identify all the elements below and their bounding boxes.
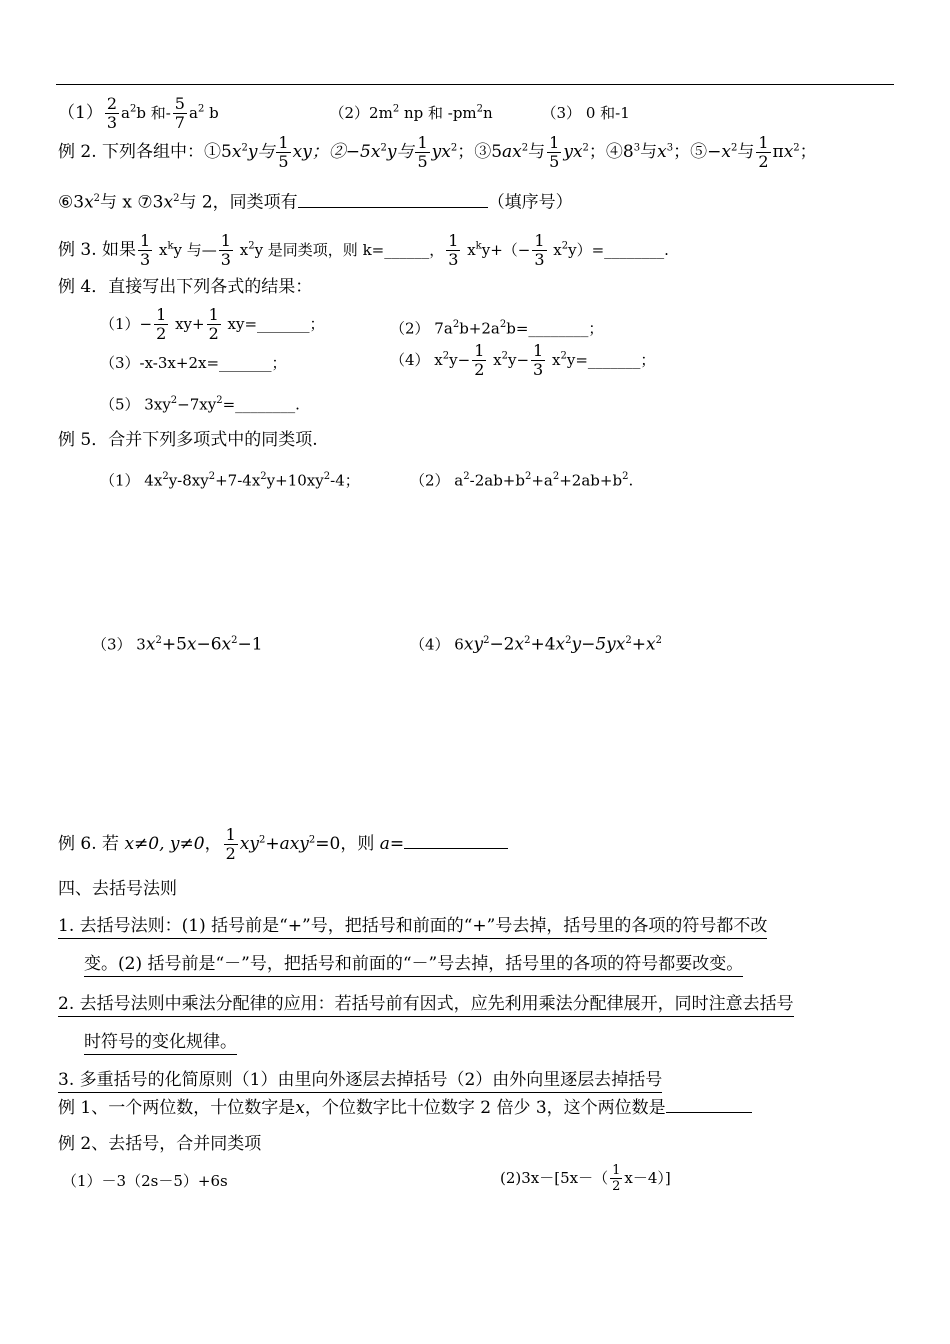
- answer-blank[interactable]: [404, 832, 508, 849]
- top-rule: [56, 84, 894, 85]
- example2-line2: $⑥3x^2$与 x $⑦3x^2$与 2，同类项有 （填序号）: [58, 192, 573, 213]
- sec4-example1: 例 1、一个两位数，十位数字是x，个位数字比十位数字 2 倍少 3，这个两位数是: [58, 1096, 752, 1119]
- rule1-line1: 1. 去括号法则：(1) 括号前是“+”号，把括号和前面的“+”号去掉，括号里的各项的符号都不改: [58, 915, 767, 937]
- answer-blank[interactable]: [666, 1096, 752, 1113]
- sec4-example2-q2: (2)3x－[5x－（ $\frac{1}{2}$ x－4）]: [500, 1163, 671, 1194]
- example4-q1: （1）− $\frac{1}{2}$ xy+ $\frac{1}{2}$ xy=_______；: [100, 305, 325, 343]
- rule2-line2: 时符号的变化规律。: [84, 1031, 237, 1053]
- example6-question: 例 6. 若 x≠0, y≠0， $\frac{1}{2}$ $xy^2+axy^2=0$，则 a=: [58, 826, 508, 863]
- example2-question: 例 2. 下列各组中：$①5x^2y$与 $\frac{1}{5}$ xy；$②-5x^2y$与 $\frac{1}{5}$ $yx^2$；$③5ax^2$与 $\frac{1}{5}$ $yx^2$；$④8^3$与$x^3$；$⑤-x^2$与 $\frac{1}{2}$ $\pi x^2$；: [58, 133, 817, 171]
- example5-q3: （3） $3x^2+5x-6x^2-1$: [92, 634, 263, 655]
- example5-q2: （2） $a^2-2ab+b^2+a^2+2ab+b^2$.: [410, 471, 634, 490]
- example3-question: 例 3. 如果 $\frac{1}{3}$ $x^ky$ 与— $\frac{1}{3}$ $x^2y$ 是同类项，则 k=______， $\frac{1}{3}$ $x^ky+(-$ $\frac{1}{3}$ $x^2y)=\_\_\_\_\_\_\_\_$.: [58, 231, 669, 269]
- example4-q3: （3）-x-3x+2x=_______；: [100, 354, 287, 372]
- sec4-example2: 例 2、去括号，合并同类项: [58, 1134, 262, 1154]
- example5-title: 例 5．合并下列多项式中的同类项.: [58, 430, 318, 450]
- answer-blank[interactable]: [298, 191, 488, 208]
- example5-q4: （4） $6xy^2-2x^2+4x^2y-5yx^2+x^2$: [410, 634, 662, 655]
- rule2-line1: 2. 去括号法则中乘法分配律的应用：若括号前有因式，应先利用乘法分配律展开，同时注意去括号: [58, 993, 794, 1015]
- example1-answers: （1） $\frac{2}{3}$ $a^2b$ 和- $\frac{5}{7}$ $a^2$ b $(2)2m^2$ np 和 $-pm^2n$ （3） 0 和-1: [58, 94, 630, 132]
- example4-title: 例 4．直接写出下列各式的结果：: [58, 277, 313, 297]
- example4-q5: （5） $3xy^2-7xy^2=\_\_\_\_\_\_\_\_$.: [100, 395, 300, 414]
- rule3: 3. 多重括号的化简原则（1）由里向外逐层去掉括号（2）由外向里逐层去掉括号: [58, 1069, 662, 1091]
- example4-q4: （4） $x^2y-$ $\frac{1}{2}$ $x^2y-$ $\frac{1}{3}$ $x^2y=\_\_\_\_\_\_\_$；: [390, 341, 656, 379]
- sec4-example2-q1: （1）－3（2s－5）+6s: [62, 1172, 228, 1190]
- rule1-line2: 变。(2) 括号前是“－”号，把括号和前面的“－”号去掉，括号里的各项的符号都要改变。: [84, 953, 743, 975]
- example5-q1: （1） $4x^2y-8xy^2+7-4x^2y+10xy^2-4$；: [100, 471, 360, 490]
- section4-title: 四、去括号法则: [58, 879, 177, 899]
- example4-q2: （2） $7a^2b+2a^2b=\_\_\_\_\_\_\_\_$；: [390, 319, 604, 338]
